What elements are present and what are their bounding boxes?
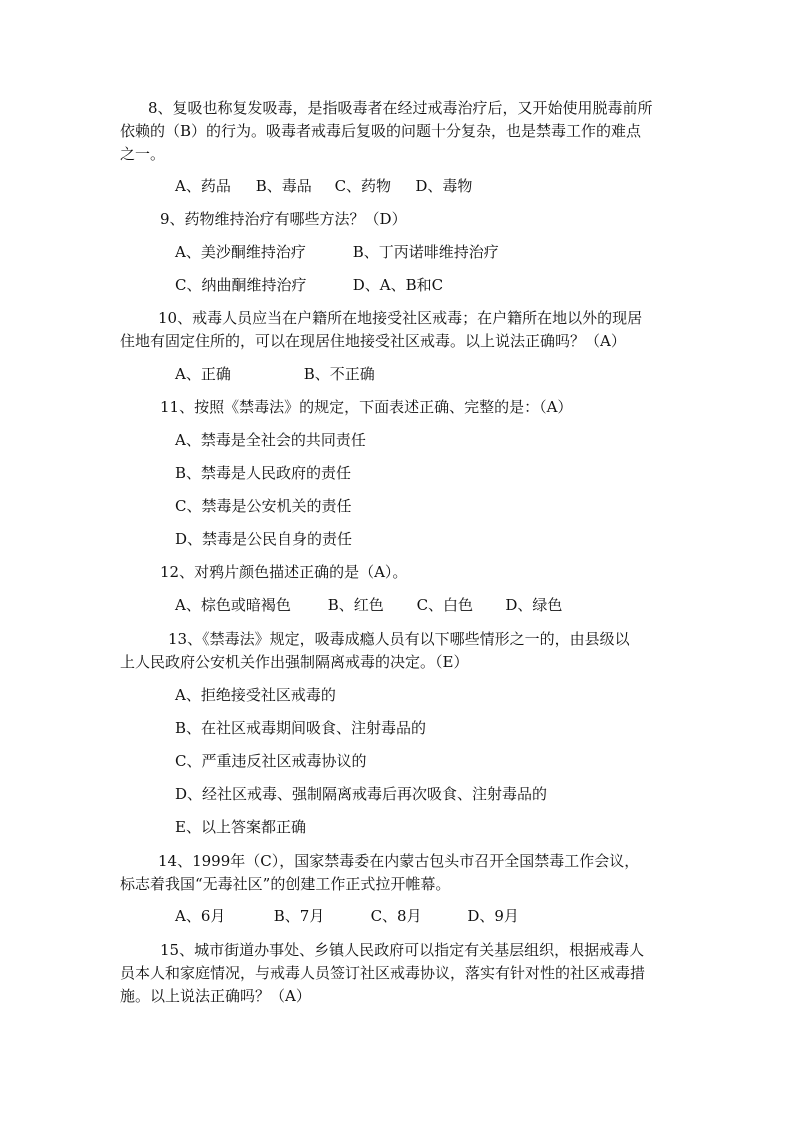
option-a: A、正确 <box>175 365 231 383</box>
question-14 <box>120 850 698 896</box>
question-text-cont: 员本人和家庭情况，与戒毒人员签订社区戒毒协议，落实有针对性的社区戒毒措 <box>120 964 646 982</box>
question-text: 10、戒毒人员应当在户籍所在地接受社区戒毒；在户籍所在地以外的现居 <box>158 309 643 327</box>
option-row <box>175 528 352 551</box>
question-13 <box>120 628 698 674</box>
question-text: 9、药物维持治疗有哪些方法？（D） <box>160 210 407 228</box>
question-text-cont: 依赖的（B）的行为。吸毒者戒毒后复吸的问题十分复杂，也是禁毒工作的难点 <box>120 122 642 140</box>
option-row <box>175 905 519 928</box>
option-c: C、纳曲酮维持治疗 <box>175 276 307 294</box>
option-a: A、美沙酮维持治疗 <box>175 243 306 261</box>
option-c: C、8月 <box>370 907 422 925</box>
option-b: B、禁毒是人民政府的责任 <box>175 464 352 482</box>
question-11 <box>160 396 720 419</box>
question-9 <box>160 208 720 231</box>
option-row <box>175 495 351 518</box>
question-8 <box>120 97 688 166</box>
option-d: D、9月 <box>467 907 519 925</box>
question-text-cont: 标志着我国“无毒社区”的创建工作正式拉开帷幕。 <box>120 875 451 893</box>
question-10 <box>120 307 698 353</box>
question-12 <box>160 561 720 584</box>
option-c: C、白色 <box>416 596 474 614</box>
question-text-cont: 施。以上说法正确吗？（A） <box>120 987 311 1005</box>
question-text: 8、复吸也称复发吸毒，是指吸毒者在经过戒毒治疗后，又开始使用脱毒前所 <box>148 99 653 117</box>
question-text: 14、1999年（C），国家禁毒委在内蒙古包头市召开全国禁毒工作会议， <box>158 852 640 870</box>
option-e: E、以上答案都正确 <box>175 818 306 836</box>
option-d: D、毒物 <box>415 177 473 195</box>
question-text: 15、城市街道办事处、乡镇人民政府可以指定有关基层组织，根据戒毒人 <box>160 941 645 959</box>
question-text: 11、按照《禁毒法》的规定，下面表述正确、完整的是：（A） <box>160 398 573 416</box>
option-b: B、在社区戒毒期间吸食、注射毒品的 <box>175 719 427 737</box>
option-d: D、绿色 <box>505 596 563 614</box>
option-a: A、拒绝接受社区戒毒的 <box>175 686 336 704</box>
option-b: B、7月 <box>273 907 325 925</box>
option-c: C、药物 <box>334 177 392 195</box>
option-row <box>175 175 472 198</box>
option-row <box>175 684 336 707</box>
option-c: C、严重违反社区戒毒协议的 <box>175 752 367 770</box>
option-d: D、经社区戒毒、强制隔离戒毒后再次吸食、注射毒品的 <box>175 785 548 803</box>
option-row <box>175 594 562 617</box>
option-a: A、药品 <box>175 177 231 195</box>
option-row <box>175 363 375 386</box>
question-15 <box>120 939 700 1008</box>
option-b: B、红色 <box>327 596 384 614</box>
option-b: B、不正确 <box>303 365 375 383</box>
option-row <box>175 816 306 839</box>
question-text-cont: 之一。 <box>120 145 166 163</box>
option-row <box>175 783 547 806</box>
option-b: B、毒品 <box>255 177 312 195</box>
option-a: A、禁毒是全社会的共同责任 <box>175 431 366 449</box>
option-c: C、禁毒是公安机关的责任 <box>175 497 352 515</box>
question-text-cont: 上人民政府公安机关作出强制隔离戒毒的决定。（E） <box>120 653 469 671</box>
option-d: D、A、B和C <box>352 276 444 294</box>
option-b: B、丁丙诺啡维持治疗 <box>352 243 499 261</box>
option-row <box>175 750 366 773</box>
option-row <box>175 274 443 297</box>
option-row <box>175 462 351 485</box>
option-row <box>175 241 499 264</box>
question-text: 13、《禁毒法》规定，吸毒成瘾人员有以下哪些情形之一的，由县级以 <box>168 630 630 648</box>
option-a: A、6月 <box>175 907 226 925</box>
option-d: D、禁毒是公民自身的责任 <box>175 530 353 548</box>
question-text-cont: 住地有固定住所的，可以在现居住地接受社区戒毒。以上说法正确吗？（A） <box>120 332 626 350</box>
option-row <box>175 429 366 452</box>
question-text: 12、对鸦片颜色描述正确的是（A）。 <box>160 563 408 581</box>
option-row <box>175 717 426 740</box>
option-a: A、棕色或暗褐色 <box>175 596 291 614</box>
